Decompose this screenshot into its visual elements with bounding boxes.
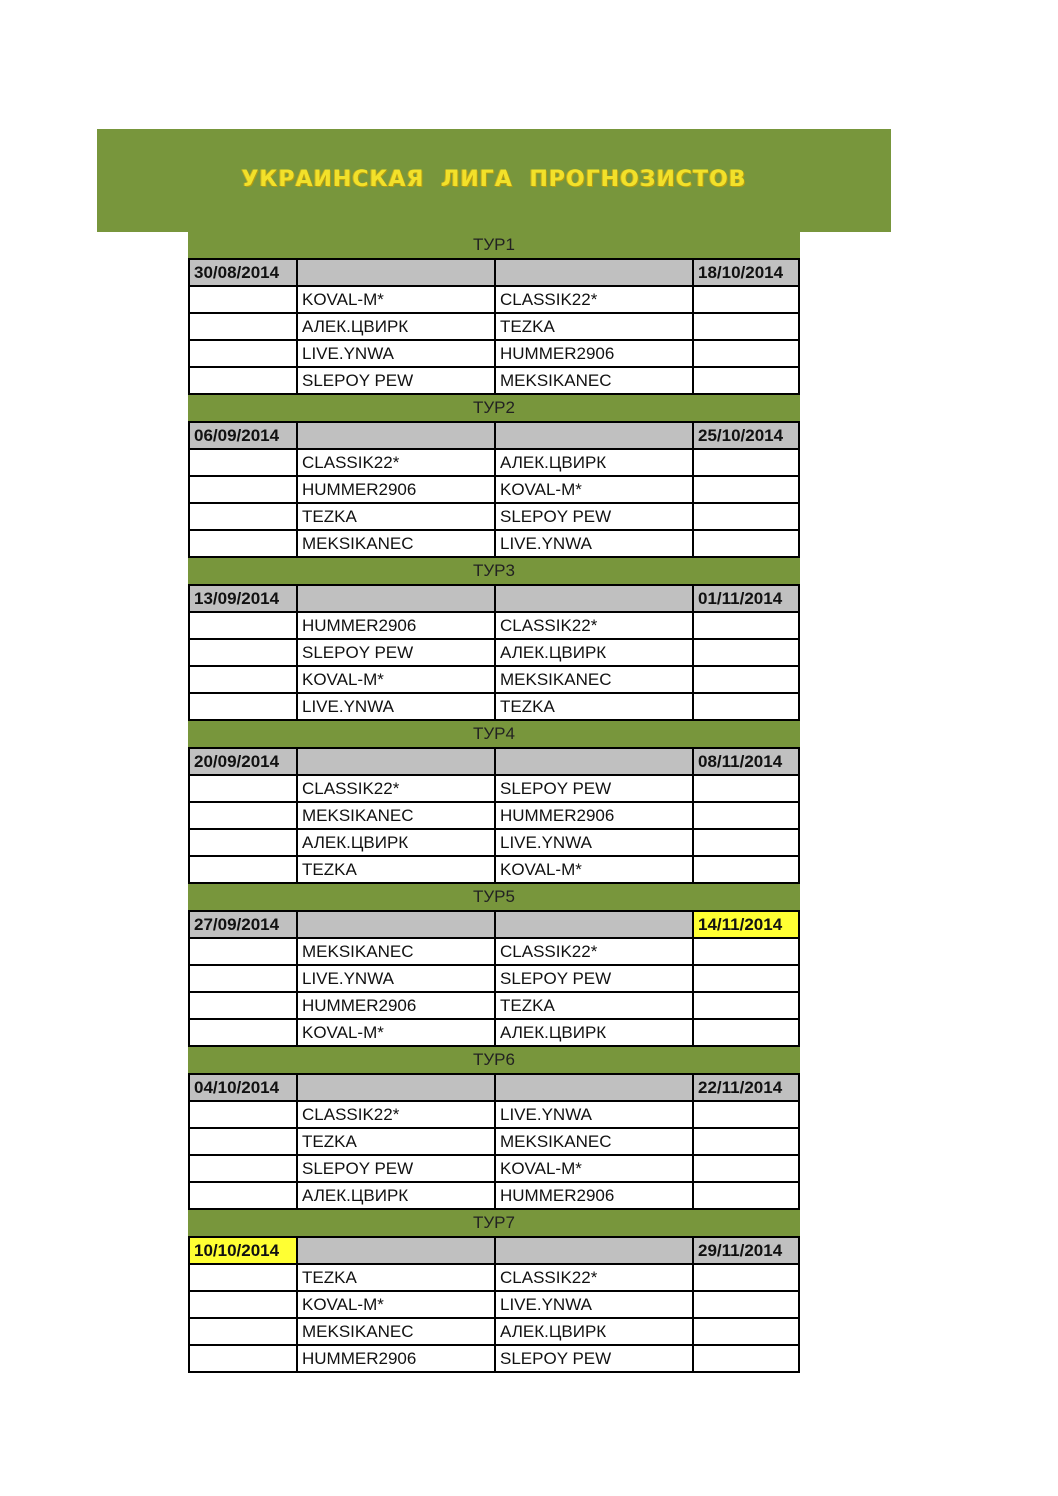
- empty-cell: [494, 260, 692, 285]
- round-header: ТУР3: [188, 558, 800, 584]
- empty-cell: [692, 287, 800, 312]
- away-player: SLEPOY PEW: [494, 1346, 692, 1371]
- empty-cell: [692, 776, 800, 801]
- home-player: MEKSIKANEC: [296, 531, 494, 556]
- match-row: [188, 1319, 800, 1346]
- match-row: [188, 1156, 800, 1183]
- empty-cell: [188, 531, 296, 556]
- round-header: ТУР6: [188, 1047, 800, 1073]
- empty-cell: [692, 966, 800, 991]
- round-header: ТУР5: [188, 884, 800, 910]
- home-player: TEZKA: [296, 504, 494, 529]
- empty-cell: [692, 450, 800, 475]
- home-player: HUMMER2906: [296, 1346, 494, 1371]
- match-row: [188, 1265, 800, 1292]
- away-player: KOVAL-M*: [494, 477, 692, 502]
- empty-cell: [692, 613, 800, 638]
- away-player: HUMMER2906: [494, 341, 692, 366]
- empty-cell: [188, 1183, 296, 1208]
- empty-cell: [296, 749, 494, 774]
- match-row: [188, 1292, 800, 1319]
- home-player: TEZKA: [296, 1265, 494, 1290]
- match-row: [188, 1020, 800, 1047]
- empty-cell: [692, 477, 800, 502]
- round-start-date: 30/08/2014: [188, 260, 296, 285]
- empty-cell: [188, 1292, 296, 1317]
- away-player: LIVE.YNWA: [494, 1102, 692, 1127]
- away-player: TEZKA: [494, 314, 692, 339]
- schedule-table: [188, 232, 800, 1373]
- match-row: [188, 694, 800, 721]
- page-title: УКРАИНСКАЯ ЛИГА ПРОГНОЗИСТОВ: [241, 167, 747, 192]
- round-header: ТУР1: [188, 232, 800, 258]
- home-player: CLASSIK22*: [296, 776, 494, 801]
- empty-cell: [692, 1020, 800, 1045]
- match-row: [188, 1183, 800, 1210]
- home-player: CLASSIK22*: [296, 1102, 494, 1127]
- round-header: ТУР2: [188, 395, 800, 421]
- match-row: [188, 1346, 800, 1373]
- empty-cell: [494, 423, 692, 448]
- empty-cell: [692, 314, 800, 339]
- empty-cell: [188, 993, 296, 1018]
- home-player: HUMMER2906: [296, 613, 494, 638]
- round-start-date: 20/09/2014: [188, 749, 296, 774]
- match-row: [188, 667, 800, 694]
- match-row: [188, 1129, 800, 1156]
- home-player: SLEPOY PEW: [296, 368, 494, 393]
- empty-cell: [692, 1346, 800, 1371]
- round-start-date: 13/09/2014: [188, 586, 296, 611]
- empty-cell: [188, 450, 296, 475]
- empty-cell: [188, 830, 296, 855]
- match-row: [188, 368, 800, 395]
- home-player: KOVAL-M*: [296, 1020, 494, 1045]
- away-player: АЛЕК.ЦВИРК: [494, 450, 692, 475]
- round-end-date: 01/11/2014: [692, 586, 800, 611]
- match-row: [188, 531, 800, 558]
- match-row: [188, 830, 800, 857]
- round-end-date: 29/11/2014: [692, 1238, 800, 1263]
- home-player: АЛЕК.ЦВИРК: [296, 830, 494, 855]
- away-player: SLEPOY PEW: [494, 776, 692, 801]
- home-player: HUMMER2906: [296, 477, 494, 502]
- empty-cell: [692, 1156, 800, 1181]
- round-header: ТУР4: [188, 721, 800, 747]
- match-row: [188, 1102, 800, 1129]
- away-player: MEKSIKANEC: [494, 368, 692, 393]
- away-player: HUMMER2906: [494, 803, 692, 828]
- match-row: [188, 803, 800, 830]
- round-date-row: [188, 1236, 800, 1265]
- away-player: TEZKA: [494, 694, 692, 719]
- home-player: SLEPOY PEW: [296, 640, 494, 665]
- match-row: [188, 450, 800, 477]
- empty-cell: [494, 912, 692, 937]
- match-row: [188, 776, 800, 803]
- empty-cell: [188, 1319, 296, 1344]
- empty-cell: [692, 667, 800, 692]
- away-player: АЛЕК.ЦВИРК: [494, 640, 692, 665]
- empty-cell: [692, 640, 800, 665]
- empty-cell: [188, 341, 296, 366]
- away-player: CLASSIK22*: [494, 613, 692, 638]
- home-player: CLASSIK22*: [296, 450, 494, 475]
- away-player: MEKSIKANEC: [494, 1129, 692, 1154]
- empty-cell: [188, 1346, 296, 1371]
- empty-cell: [494, 1238, 692, 1263]
- empty-cell: [188, 803, 296, 828]
- empty-cell: [188, 477, 296, 502]
- round-date-row: [188, 910, 800, 939]
- round-date-row: [188, 584, 800, 613]
- round-start-date: 06/09/2014: [188, 423, 296, 448]
- home-player: TEZKA: [296, 1129, 494, 1154]
- empty-cell: [692, 857, 800, 882]
- match-row: [188, 993, 800, 1020]
- empty-cell: [692, 993, 800, 1018]
- home-player: LIVE.YNWA: [296, 966, 494, 991]
- home-player: SLEPOY PEW: [296, 1156, 494, 1181]
- home-player: KOVAL-M*: [296, 667, 494, 692]
- round-end-date: 18/10/2014: [692, 260, 800, 285]
- home-player: KOVAL-M*: [296, 287, 494, 312]
- away-player: CLASSIK22*: [494, 1265, 692, 1290]
- empty-cell: [188, 613, 296, 638]
- away-player: TEZKA: [494, 993, 692, 1018]
- home-player: АЛЕК.ЦВИРК: [296, 1183, 494, 1208]
- empty-cell: [692, 1265, 800, 1290]
- empty-cell: [188, 314, 296, 339]
- round-end-date: 25/10/2014: [692, 423, 800, 448]
- away-player: CLASSIK22*: [494, 939, 692, 964]
- empty-cell: [188, 857, 296, 882]
- away-player: LIVE.YNWA: [494, 531, 692, 556]
- empty-cell: [296, 1075, 494, 1100]
- empty-cell: [188, 966, 296, 991]
- away-player: KOVAL-M*: [494, 1156, 692, 1181]
- round-start-date: 10/10/2014: [188, 1238, 296, 1263]
- match-row: [188, 504, 800, 531]
- empty-cell: [188, 640, 296, 665]
- empty-cell: [692, 1102, 800, 1127]
- empty-cell: [296, 260, 494, 285]
- empty-cell: [692, 504, 800, 529]
- empty-cell: [692, 830, 800, 855]
- match-row: [188, 966, 800, 993]
- away-player: LIVE.YNWA: [494, 830, 692, 855]
- empty-cell: [692, 939, 800, 964]
- empty-cell: [188, 1020, 296, 1045]
- away-player: KOVAL-M*: [494, 857, 692, 882]
- match-row: [188, 857, 800, 884]
- home-player: KOVAL-M*: [296, 1292, 494, 1317]
- empty-cell: [188, 1129, 296, 1154]
- header-banner: [97, 129, 891, 232]
- empty-cell: [494, 749, 692, 774]
- round-start-date: 27/09/2014: [188, 912, 296, 937]
- empty-cell: [494, 586, 692, 611]
- empty-cell: [188, 1102, 296, 1127]
- match-row: [188, 314, 800, 341]
- round-end-date: 22/11/2014: [692, 1075, 800, 1100]
- away-player: CLASSIK22*: [494, 287, 692, 312]
- home-player: MEKSIKANEC: [296, 1319, 494, 1344]
- home-player: MEKSIKANEC: [296, 803, 494, 828]
- empty-cell: [692, 531, 800, 556]
- empty-cell: [692, 803, 800, 828]
- empty-cell: [188, 287, 296, 312]
- round-date-row: [188, 421, 800, 450]
- round-date-row: [188, 258, 800, 287]
- home-player: HUMMER2906: [296, 993, 494, 1018]
- empty-cell: [692, 368, 800, 393]
- empty-cell: [692, 1183, 800, 1208]
- away-player: SLEPOY PEW: [494, 504, 692, 529]
- round-start-date: 04/10/2014: [188, 1075, 296, 1100]
- home-player: LIVE.YNWA: [296, 341, 494, 366]
- empty-cell: [188, 776, 296, 801]
- home-player: АЛЕК.ЦВИРК: [296, 314, 494, 339]
- home-player: MEKSIKANEC: [296, 939, 494, 964]
- away-player: MEKSIKANEC: [494, 667, 692, 692]
- empty-cell: [692, 1319, 800, 1344]
- empty-cell: [494, 1075, 692, 1100]
- empty-cell: [692, 1129, 800, 1154]
- round-end-date: 08/11/2014: [692, 749, 800, 774]
- round-date-row: [188, 747, 800, 776]
- empty-cell: [692, 694, 800, 719]
- empty-cell: [296, 1238, 494, 1263]
- empty-cell: [188, 667, 296, 692]
- away-player: LIVE.YNWA: [494, 1292, 692, 1317]
- empty-cell: [188, 694, 296, 719]
- empty-cell: [296, 423, 494, 448]
- match-row: [188, 939, 800, 966]
- round-date-row: [188, 1073, 800, 1102]
- match-row: [188, 341, 800, 368]
- match-row: [188, 640, 800, 667]
- match-row: [188, 613, 800, 640]
- empty-cell: [188, 1156, 296, 1181]
- empty-cell: [296, 586, 494, 611]
- away-player: SLEPOY PEW: [494, 966, 692, 991]
- match-row: [188, 477, 800, 504]
- empty-cell: [692, 341, 800, 366]
- home-player: LIVE.YNWA: [296, 694, 494, 719]
- empty-cell: [296, 912, 494, 937]
- empty-cell: [188, 939, 296, 964]
- empty-cell: [188, 368, 296, 393]
- empty-cell: [188, 504, 296, 529]
- away-player: HUMMER2906: [494, 1183, 692, 1208]
- empty-cell: [692, 1292, 800, 1317]
- round-header: ТУР7: [188, 1210, 800, 1236]
- away-player: АЛЕК.ЦВИРК: [494, 1020, 692, 1045]
- empty-cell: [188, 1265, 296, 1290]
- home-player: TEZKA: [296, 857, 494, 882]
- round-end-date: 14/11/2014: [692, 912, 800, 937]
- away-player: АЛЕК.ЦВИРК: [494, 1319, 692, 1344]
- match-row: [188, 287, 800, 314]
